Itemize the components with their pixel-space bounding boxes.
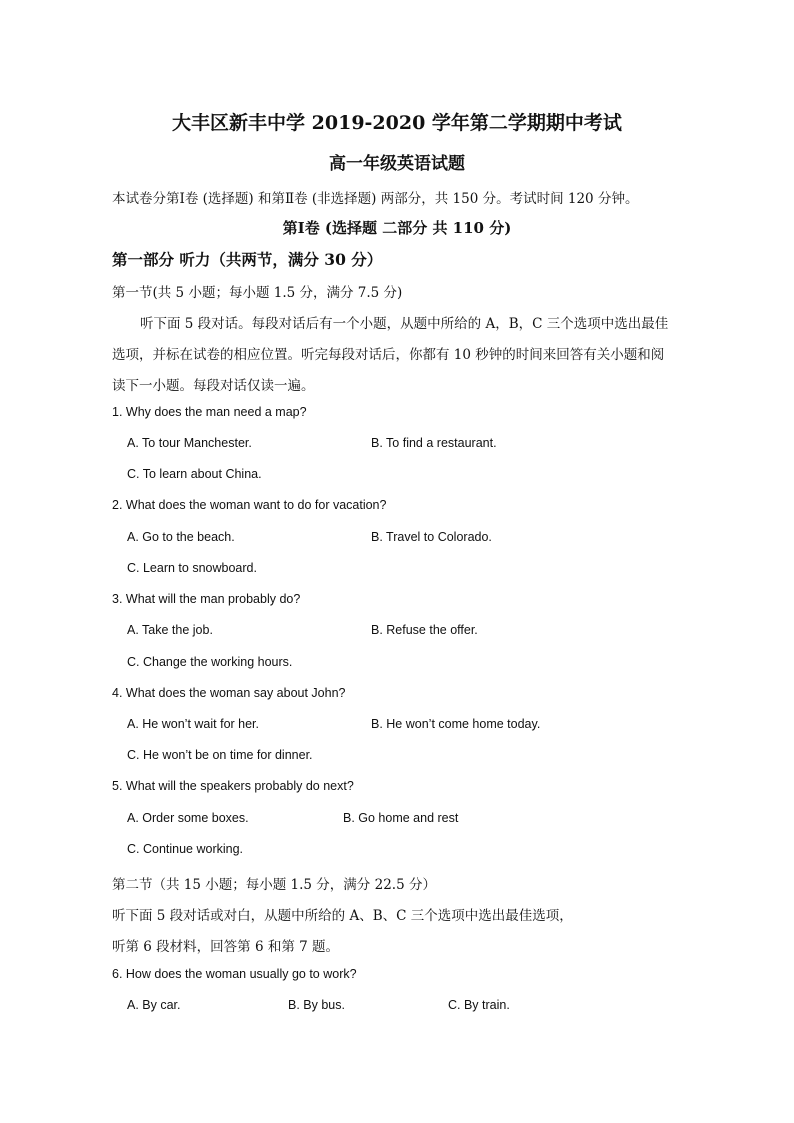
question-5-option-a: A. Order some boxes. xyxy=(127,811,249,825)
question-6-option-a: A. By car. xyxy=(127,998,181,1012)
section1-instruction-line2: 选项，并标在试卷的相应位置。听完每段对话后，你都有 10 秒钟的时间来回答有关小题和阅 xyxy=(112,347,665,363)
section1-instruction-line1: 听下面 5 段对话。每段对话后有一个小题，从题中所给的 A，B，C 三个选项中选出最佳 xyxy=(140,316,669,332)
question-4-option-c: C. He won’t be on time for dinner. xyxy=(127,748,313,762)
question-3-stem: 3. What will the man probably do? xyxy=(112,592,301,606)
question-5-option-b: B. Go home and rest xyxy=(343,811,459,825)
exam-subtitle: 高一年级英语试题 xyxy=(329,154,465,174)
question-2-option-b: B. Travel to Colorado. xyxy=(371,530,492,544)
question-3-option-c: C. Change the working hours. xyxy=(127,655,293,669)
question-1-stem: 1. Why does the man need a map? xyxy=(112,405,307,419)
question-3-option-b: B. Refuse the offer. xyxy=(371,623,478,637)
exam-intro: 本试卷分第Ⅰ卷 (选择题) 和第Ⅱ卷 (非选择题) 两部分，共 150 分。考试时间 120 分钟。 xyxy=(112,191,639,207)
question-2-option-a: A. Go to the beach. xyxy=(127,530,235,544)
question-1-option-a: A. To tour Manchester. xyxy=(127,436,252,450)
question-4-option-a: A. He won’t wait for her. xyxy=(127,717,260,731)
question-6-stem: 6. How does the woman usually go to work? xyxy=(112,967,357,981)
question-5-option-c: C. Continue working. xyxy=(127,842,244,856)
section2-heading: 第二节（共 15 小题；每小题 1.5 分，满分 22.5 分） xyxy=(112,877,436,893)
question-1-option-b: B. To find a restaurant. xyxy=(371,436,497,450)
part1-heading: 第一部分 听力（共两节，满分 30 分） xyxy=(112,250,383,269)
section2-instruction-line2: 听第 6 段材料，回答第 6 和第 7 题。 xyxy=(112,939,340,955)
section2-instruction-line1: 听下面 5 段对话或对白，从题中所给的 A、B、C 三个选项中选出最佳选项， xyxy=(112,908,573,924)
question-4-stem: 4. What does the woman say about John? xyxy=(112,686,346,700)
question-3-option-a: A. Take the job. xyxy=(127,623,213,637)
question-4-option-b: B. He won’t come home today. xyxy=(371,717,541,731)
question-2-option-c: C. Learn to snowboard. xyxy=(127,561,257,575)
exam-title: 大丰区新丰中学 2019-2020 学年第二学期期中考试 xyxy=(172,112,622,134)
section1-heading: 第一节(共 5 小题；每小题 1.5 分，满分 7.5 分) xyxy=(112,285,403,301)
question-2-stem: 2. What does the woman want to do for vacation? xyxy=(112,498,387,512)
section1-instruction-line3: 读下一小题。每段对话仅读一遍。 xyxy=(112,378,315,394)
question-5-stem: 5. What will the speakers probably do next? xyxy=(112,779,354,793)
volume1-heading: 第Ⅰ卷 (选择题 二部分 共 110 分) xyxy=(282,219,512,237)
question-6-option-c: C. By train. xyxy=(448,998,510,1012)
question-6-option-b: B. By bus. xyxy=(288,998,345,1012)
question-1-option-c: C. To learn about China. xyxy=(127,467,262,481)
